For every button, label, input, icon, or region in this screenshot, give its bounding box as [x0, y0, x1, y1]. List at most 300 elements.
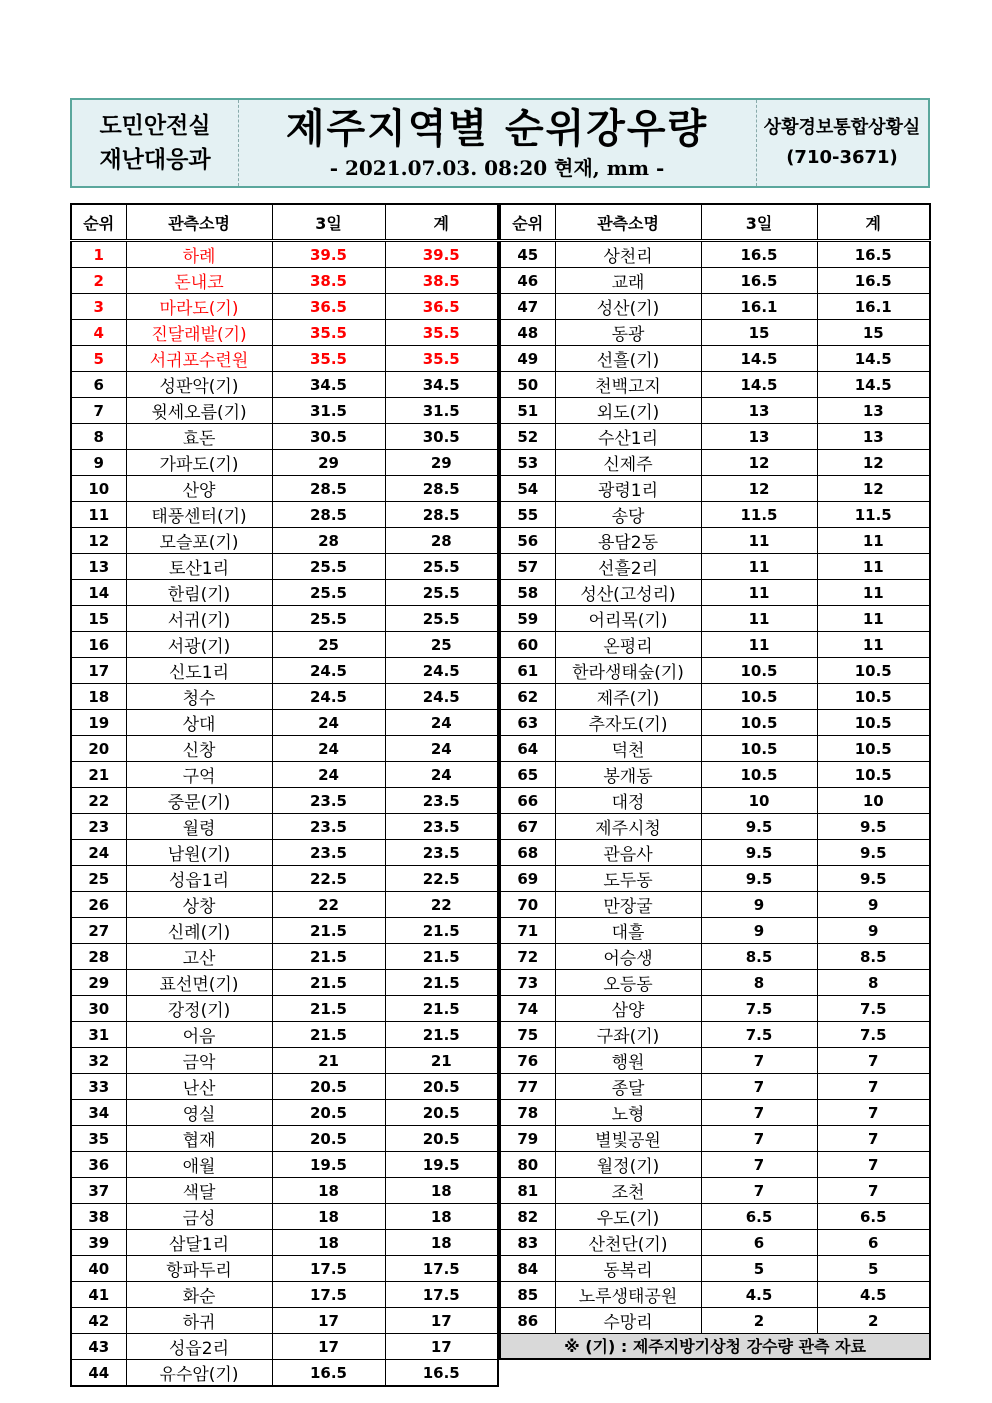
rank-cell: 56 [500, 528, 555, 554]
station-name-cell: 어승생 [555, 944, 701, 970]
total-cell: 20.5 [385, 1126, 498, 1152]
station-name-cell: 강정(기) [126, 996, 272, 1022]
rank-cell: 77 [500, 1074, 555, 1100]
table-row [500, 372, 930, 398]
rank-cell: 42 [71, 1308, 126, 1334]
rank-cell: 21 [71, 762, 126, 788]
station-name-cell: 협재 [126, 1126, 272, 1152]
three-day-cell: 10 [701, 788, 817, 814]
three-day-cell: 25.5 [272, 554, 385, 580]
rank-cell: 66 [500, 788, 555, 814]
rank-cell: 69 [500, 866, 555, 892]
total-cell: 9 [817, 918, 930, 944]
rank-cell: 40 [71, 1256, 126, 1282]
table-row [71, 970, 498, 996]
three-day-cell: 24 [272, 736, 385, 762]
table-row [500, 1126, 930, 1152]
table-row [500, 1048, 930, 1074]
table-row [500, 1074, 930, 1100]
total-cell: 7 [817, 1074, 930, 1100]
station-name-cell: 서광(기) [126, 632, 272, 658]
table-row [500, 736, 930, 762]
rank-cell: 45 [500, 241, 555, 268]
rank-cell: 85 [500, 1282, 555, 1308]
total-cell: 6 [817, 1230, 930, 1256]
rank-cell: 11 [71, 502, 126, 528]
column-header-rank: 순위 [71, 204, 126, 241]
column-header-3day: 3일 [701, 204, 817, 241]
table-row [500, 1178, 930, 1204]
table-row [500, 398, 930, 424]
three-day-cell: 24.5 [272, 684, 385, 710]
table-row [71, 866, 498, 892]
station-name-cell: 노루생태공원 [555, 1282, 701, 1308]
title-block [238, 100, 757, 186]
station-name-cell: 선흘(기) [555, 346, 701, 372]
table-row [71, 1204, 498, 1230]
station-name-cell: 성읍1리 [126, 866, 272, 892]
three-day-cell: 13 [701, 424, 817, 450]
total-cell: 21.5 [385, 996, 498, 1022]
three-day-cell: 5 [701, 1256, 817, 1282]
three-day-cell: 25 [272, 632, 385, 658]
observation-note: ※ (기) : 제주지방기상청 강수량 관측 자료 [500, 1334, 930, 1359]
table-row [71, 892, 498, 918]
table-row [500, 320, 930, 346]
total-cell: 28.5 [385, 476, 498, 502]
station-name-cell: 어리목(기) [555, 606, 701, 632]
station-name-cell: 교래 [555, 268, 701, 294]
station-name-cell: 도두동 [555, 866, 701, 892]
report-header [70, 98, 930, 188]
station-name-cell: 온평리 [555, 632, 701, 658]
station-name-cell: 진달래밭(기) [126, 320, 272, 346]
three-day-cell: 34.5 [272, 372, 385, 398]
station-name-cell: 천백고지 [555, 372, 701, 398]
station-name-cell: 행원 [555, 1048, 701, 1074]
three-day-cell: 11 [701, 528, 817, 554]
total-cell: 23.5 [385, 840, 498, 866]
three-day-cell: 11.5 [701, 502, 817, 528]
rank-cell: 13 [71, 554, 126, 580]
station-name-cell: 구억 [126, 762, 272, 788]
three-day-cell: 16.5 [701, 268, 817, 294]
rank-cell: 5 [71, 346, 126, 372]
three-day-cell: 9.5 [701, 814, 817, 840]
total-cell: 24 [385, 710, 498, 736]
station-name-cell: 만장굴 [555, 892, 701, 918]
table-row [71, 346, 498, 372]
table-row [500, 996, 930, 1022]
rank-cell: 47 [500, 294, 555, 320]
table-row [71, 1152, 498, 1178]
station-name-cell: 토산1리 [126, 554, 272, 580]
total-cell: 39.5 [385, 241, 498, 268]
total-cell: 20.5 [385, 1074, 498, 1100]
rank-cell: 22 [71, 788, 126, 814]
rank-cell: 6 [71, 372, 126, 398]
station-name-cell: 색달 [126, 1178, 272, 1204]
station-name-cell: 우도(기) [555, 1204, 701, 1230]
station-name-cell: 구좌(기) [555, 1022, 701, 1048]
ranking-table-left-body [71, 241, 498, 1387]
station-name-cell: 성산(기) [555, 294, 701, 320]
total-cell: 35.5 [385, 346, 498, 372]
table-row [500, 970, 930, 996]
three-day-cell: 20.5 [272, 1074, 385, 1100]
department-block [72, 100, 239, 186]
three-day-cell: 21.5 [272, 944, 385, 970]
table-row [500, 502, 930, 528]
table-row [71, 1100, 498, 1126]
table-row [500, 476, 930, 502]
table-row [71, 762, 498, 788]
rank-cell: 61 [500, 658, 555, 684]
three-day-cell: 11 [701, 554, 817, 580]
table-row [71, 996, 498, 1022]
page-title: 제주지역별 순위강우량 [285, 106, 709, 152]
office-phone: (710-3671) [786, 147, 898, 168]
table-row [71, 528, 498, 554]
rank-cell: 78 [500, 1100, 555, 1126]
three-day-cell: 16.1 [701, 294, 817, 320]
total-cell: 8.5 [817, 944, 930, 970]
table-row [71, 424, 498, 450]
table-row [500, 346, 930, 372]
station-name-cell: 송당 [555, 502, 701, 528]
table-row [500, 1152, 930, 1178]
total-cell: 11 [817, 554, 930, 580]
total-cell: 29 [385, 450, 498, 476]
three-day-cell: 16.5 [272, 1360, 385, 1387]
department-line-2: 재난대응과 [99, 147, 211, 173]
station-name-cell: 조천 [555, 1178, 701, 1204]
station-name-cell: 하례 [126, 241, 272, 268]
rank-cell: 43 [71, 1334, 126, 1360]
total-cell: 9.5 [817, 866, 930, 892]
rank-cell: 27 [71, 918, 126, 944]
table-row [71, 476, 498, 502]
total-cell: 5 [817, 1256, 930, 1282]
three-day-cell: 21.5 [272, 996, 385, 1022]
three-day-cell: 10.5 [701, 710, 817, 736]
three-day-cell: 7.5 [701, 996, 817, 1022]
rank-cell: 63 [500, 710, 555, 736]
total-cell: 10.5 [817, 736, 930, 762]
three-day-cell: 7 [701, 1178, 817, 1204]
station-name-cell: 월령 [126, 814, 272, 840]
total-cell: 10.5 [817, 658, 930, 684]
table-row [500, 1308, 930, 1334]
three-day-cell: 7 [701, 1100, 817, 1126]
table-row [71, 918, 498, 944]
rank-cell: 71 [500, 918, 555, 944]
three-day-cell: 9.5 [701, 866, 817, 892]
table-row [71, 450, 498, 476]
three-day-cell: 22.5 [272, 866, 385, 892]
rank-cell: 32 [71, 1048, 126, 1074]
three-day-cell: 17.5 [272, 1282, 385, 1308]
table-row [71, 1126, 498, 1152]
rank-cell: 54 [500, 476, 555, 502]
total-cell: 17 [385, 1308, 498, 1334]
rank-cell: 74 [500, 996, 555, 1022]
total-cell: 36.5 [385, 294, 498, 320]
three-day-cell: 31.5 [272, 398, 385, 424]
station-name-cell: 하귀 [126, 1308, 272, 1334]
three-day-cell: 4.5 [701, 1282, 817, 1308]
office-block [756, 100, 928, 186]
station-name-cell: 제주시청 [555, 814, 701, 840]
table-row [71, 294, 498, 320]
table-row [500, 788, 930, 814]
station-name-cell: 화순 [126, 1282, 272, 1308]
table-row [71, 736, 498, 762]
rank-cell: 44 [71, 1360, 126, 1387]
three-day-cell: 10.5 [701, 762, 817, 788]
table-row [500, 840, 930, 866]
total-cell: 24 [385, 736, 498, 762]
total-cell: 7 [817, 1100, 930, 1126]
three-day-cell: 21.5 [272, 1022, 385, 1048]
station-name-cell: 대흘 [555, 918, 701, 944]
total-cell: 4.5 [817, 1282, 930, 1308]
total-cell: 19.5 [385, 1152, 498, 1178]
table-row [71, 684, 498, 710]
table-row [71, 632, 498, 658]
ranking-table-right [499, 203, 931, 1360]
total-cell: 7 [817, 1126, 930, 1152]
table-row [71, 241, 498, 268]
three-day-cell: 35.5 [272, 320, 385, 346]
total-cell: 9.5 [817, 840, 930, 866]
total-cell: 16.5 [817, 241, 930, 268]
three-day-cell: 10.5 [701, 658, 817, 684]
rank-cell: 46 [500, 268, 555, 294]
station-name-cell: 성읍2리 [126, 1334, 272, 1360]
column-header-total: 계 [385, 204, 498, 241]
station-name-cell: 유수암(기) [126, 1360, 272, 1387]
station-name-cell: 동광 [555, 320, 701, 346]
table-row [71, 1178, 498, 1204]
rank-cell: 81 [500, 1178, 555, 1204]
three-day-cell: 23.5 [272, 814, 385, 840]
rank-cell: 36 [71, 1152, 126, 1178]
total-cell: 24 [385, 762, 498, 788]
three-day-cell: 19.5 [272, 1152, 385, 1178]
station-name-cell: 수망리 [555, 1308, 701, 1334]
station-name-cell: 애월 [126, 1152, 272, 1178]
total-cell: 16.5 [385, 1360, 498, 1387]
rank-cell: 30 [71, 996, 126, 1022]
total-cell: 35.5 [385, 320, 498, 346]
rank-cell: 38 [71, 1204, 126, 1230]
total-cell: 20.5 [385, 1100, 498, 1126]
total-cell: 10.5 [817, 762, 930, 788]
rank-cell: 26 [71, 892, 126, 918]
three-day-cell: 28.5 [272, 502, 385, 528]
station-name-cell: 남원(기) [126, 840, 272, 866]
rank-cell: 17 [71, 658, 126, 684]
table-row [500, 1100, 930, 1126]
rank-cell: 53 [500, 450, 555, 476]
station-name-cell: 영실 [126, 1100, 272, 1126]
table-row [500, 268, 930, 294]
three-day-cell: 2 [701, 1308, 817, 1334]
total-cell: 10.5 [817, 684, 930, 710]
three-day-cell: 28.5 [272, 476, 385, 502]
rank-cell: 67 [500, 814, 555, 840]
three-day-cell: 23.5 [272, 788, 385, 814]
rank-cell: 18 [71, 684, 126, 710]
total-cell: 24.5 [385, 658, 498, 684]
station-name-cell: 상대 [126, 710, 272, 736]
rank-cell: 60 [500, 632, 555, 658]
rank-cell: 20 [71, 736, 126, 762]
station-name-cell: 상창 [126, 892, 272, 918]
total-cell: 24.5 [385, 684, 498, 710]
total-cell: 18 [385, 1178, 498, 1204]
station-name-cell: 마라도(기) [126, 294, 272, 320]
table-row [500, 710, 930, 736]
total-cell: 21 [385, 1048, 498, 1074]
three-day-cell: 20.5 [272, 1126, 385, 1152]
station-name-cell: 제주(기) [555, 684, 701, 710]
rank-cell: 29 [71, 970, 126, 996]
total-cell: 9.5 [817, 814, 930, 840]
rank-cell: 16 [71, 632, 126, 658]
three-day-cell: 29 [272, 450, 385, 476]
total-cell: 21.5 [385, 970, 498, 996]
three-day-cell: 24 [272, 710, 385, 736]
table-row [500, 580, 930, 606]
three-day-cell: 24 [272, 762, 385, 788]
rank-cell: 35 [71, 1126, 126, 1152]
rank-cell: 84 [500, 1256, 555, 1282]
three-day-cell: 21.5 [272, 970, 385, 996]
three-day-cell: 15 [701, 320, 817, 346]
rank-cell: 59 [500, 606, 555, 632]
station-name-cell: 금악 [126, 1048, 272, 1074]
table-row [500, 684, 930, 710]
table-row [71, 1256, 498, 1282]
three-day-cell: 7 [701, 1152, 817, 1178]
three-day-cell: 8 [701, 970, 817, 996]
rank-cell: 86 [500, 1308, 555, 1334]
table-row [71, 1334, 498, 1360]
table-row [71, 1360, 498, 1387]
station-name-cell: 노형 [555, 1100, 701, 1126]
table-row [500, 1282, 930, 1308]
total-cell: 23.5 [385, 788, 498, 814]
rank-cell: 19 [71, 710, 126, 736]
station-name-cell: 한라생태숲(기) [555, 658, 701, 684]
table-row [71, 944, 498, 970]
note-row [500, 1334, 930, 1359]
three-day-cell: 39.5 [272, 241, 385, 268]
total-cell: 8 [817, 970, 930, 996]
station-name-cell: 한림(기) [126, 580, 272, 606]
station-name-cell: 산양 [126, 476, 272, 502]
total-cell: 11 [817, 606, 930, 632]
rank-cell: 41 [71, 1282, 126, 1308]
three-day-cell: 17 [272, 1334, 385, 1360]
station-name-cell: 신제주 [555, 450, 701, 476]
total-cell: 14.5 [817, 346, 930, 372]
total-cell: 13 [817, 398, 930, 424]
station-name-cell: 금성 [126, 1204, 272, 1230]
station-name-cell: 삼달1리 [126, 1230, 272, 1256]
table-row [71, 788, 498, 814]
rank-cell: 52 [500, 424, 555, 450]
station-name-cell: 신례(기) [126, 918, 272, 944]
total-cell: 14.5 [817, 372, 930, 398]
total-cell: 2 [817, 1308, 930, 1334]
total-cell: 10 [817, 788, 930, 814]
table-row [71, 398, 498, 424]
three-day-cell: 24.5 [272, 658, 385, 684]
station-name-cell: 동복리 [555, 1256, 701, 1282]
total-cell: 11 [817, 528, 930, 554]
table-row [500, 632, 930, 658]
rank-cell: 39 [71, 1230, 126, 1256]
three-day-cell: 17.5 [272, 1256, 385, 1282]
rank-cell: 4 [71, 320, 126, 346]
station-name-cell: 서귀포수련원 [126, 346, 272, 372]
table-row [500, 1256, 930, 1282]
table-row [500, 1204, 930, 1230]
total-cell: 7.5 [817, 996, 930, 1022]
total-cell: 28 [385, 528, 498, 554]
table-row [500, 554, 930, 580]
three-day-cell: 18 [272, 1204, 385, 1230]
table-row [500, 424, 930, 450]
total-cell: 16.5 [817, 268, 930, 294]
station-name-cell: 대정 [555, 788, 701, 814]
table-row [500, 814, 930, 840]
column-header-total: 계 [817, 204, 930, 241]
office-name: 상황경보통합상황실 [763, 117, 921, 138]
rank-cell: 1 [71, 241, 126, 268]
rank-cell: 23 [71, 814, 126, 840]
three-day-cell: 7 [701, 1074, 817, 1100]
table-row [500, 241, 930, 268]
three-day-cell: 9.5 [701, 840, 817, 866]
table-row [71, 1074, 498, 1100]
total-cell: 16.1 [817, 294, 930, 320]
table-row [500, 892, 930, 918]
page-subtitle: - 2021.07.03. 08:20 현재, mm - [329, 156, 665, 180]
station-name-cell: 어음 [126, 1022, 272, 1048]
total-cell: 23.5 [385, 814, 498, 840]
total-cell: 22 [385, 892, 498, 918]
three-day-cell: 22 [272, 892, 385, 918]
three-day-cell: 21.5 [272, 918, 385, 944]
three-day-cell: 7.5 [701, 1022, 817, 1048]
table-row [500, 944, 930, 970]
table-row [71, 1282, 498, 1308]
rank-cell: 80 [500, 1152, 555, 1178]
station-name-cell: 관음사 [555, 840, 701, 866]
rank-cell: 49 [500, 346, 555, 372]
three-day-cell: 18 [272, 1178, 385, 1204]
total-cell: 6.5 [817, 1204, 930, 1230]
three-day-cell: 10.5 [701, 736, 817, 762]
total-cell: 31.5 [385, 398, 498, 424]
rank-cell: 79 [500, 1126, 555, 1152]
station-name-cell: 용담2동 [555, 528, 701, 554]
station-name-cell: 별빛공원 [555, 1126, 701, 1152]
